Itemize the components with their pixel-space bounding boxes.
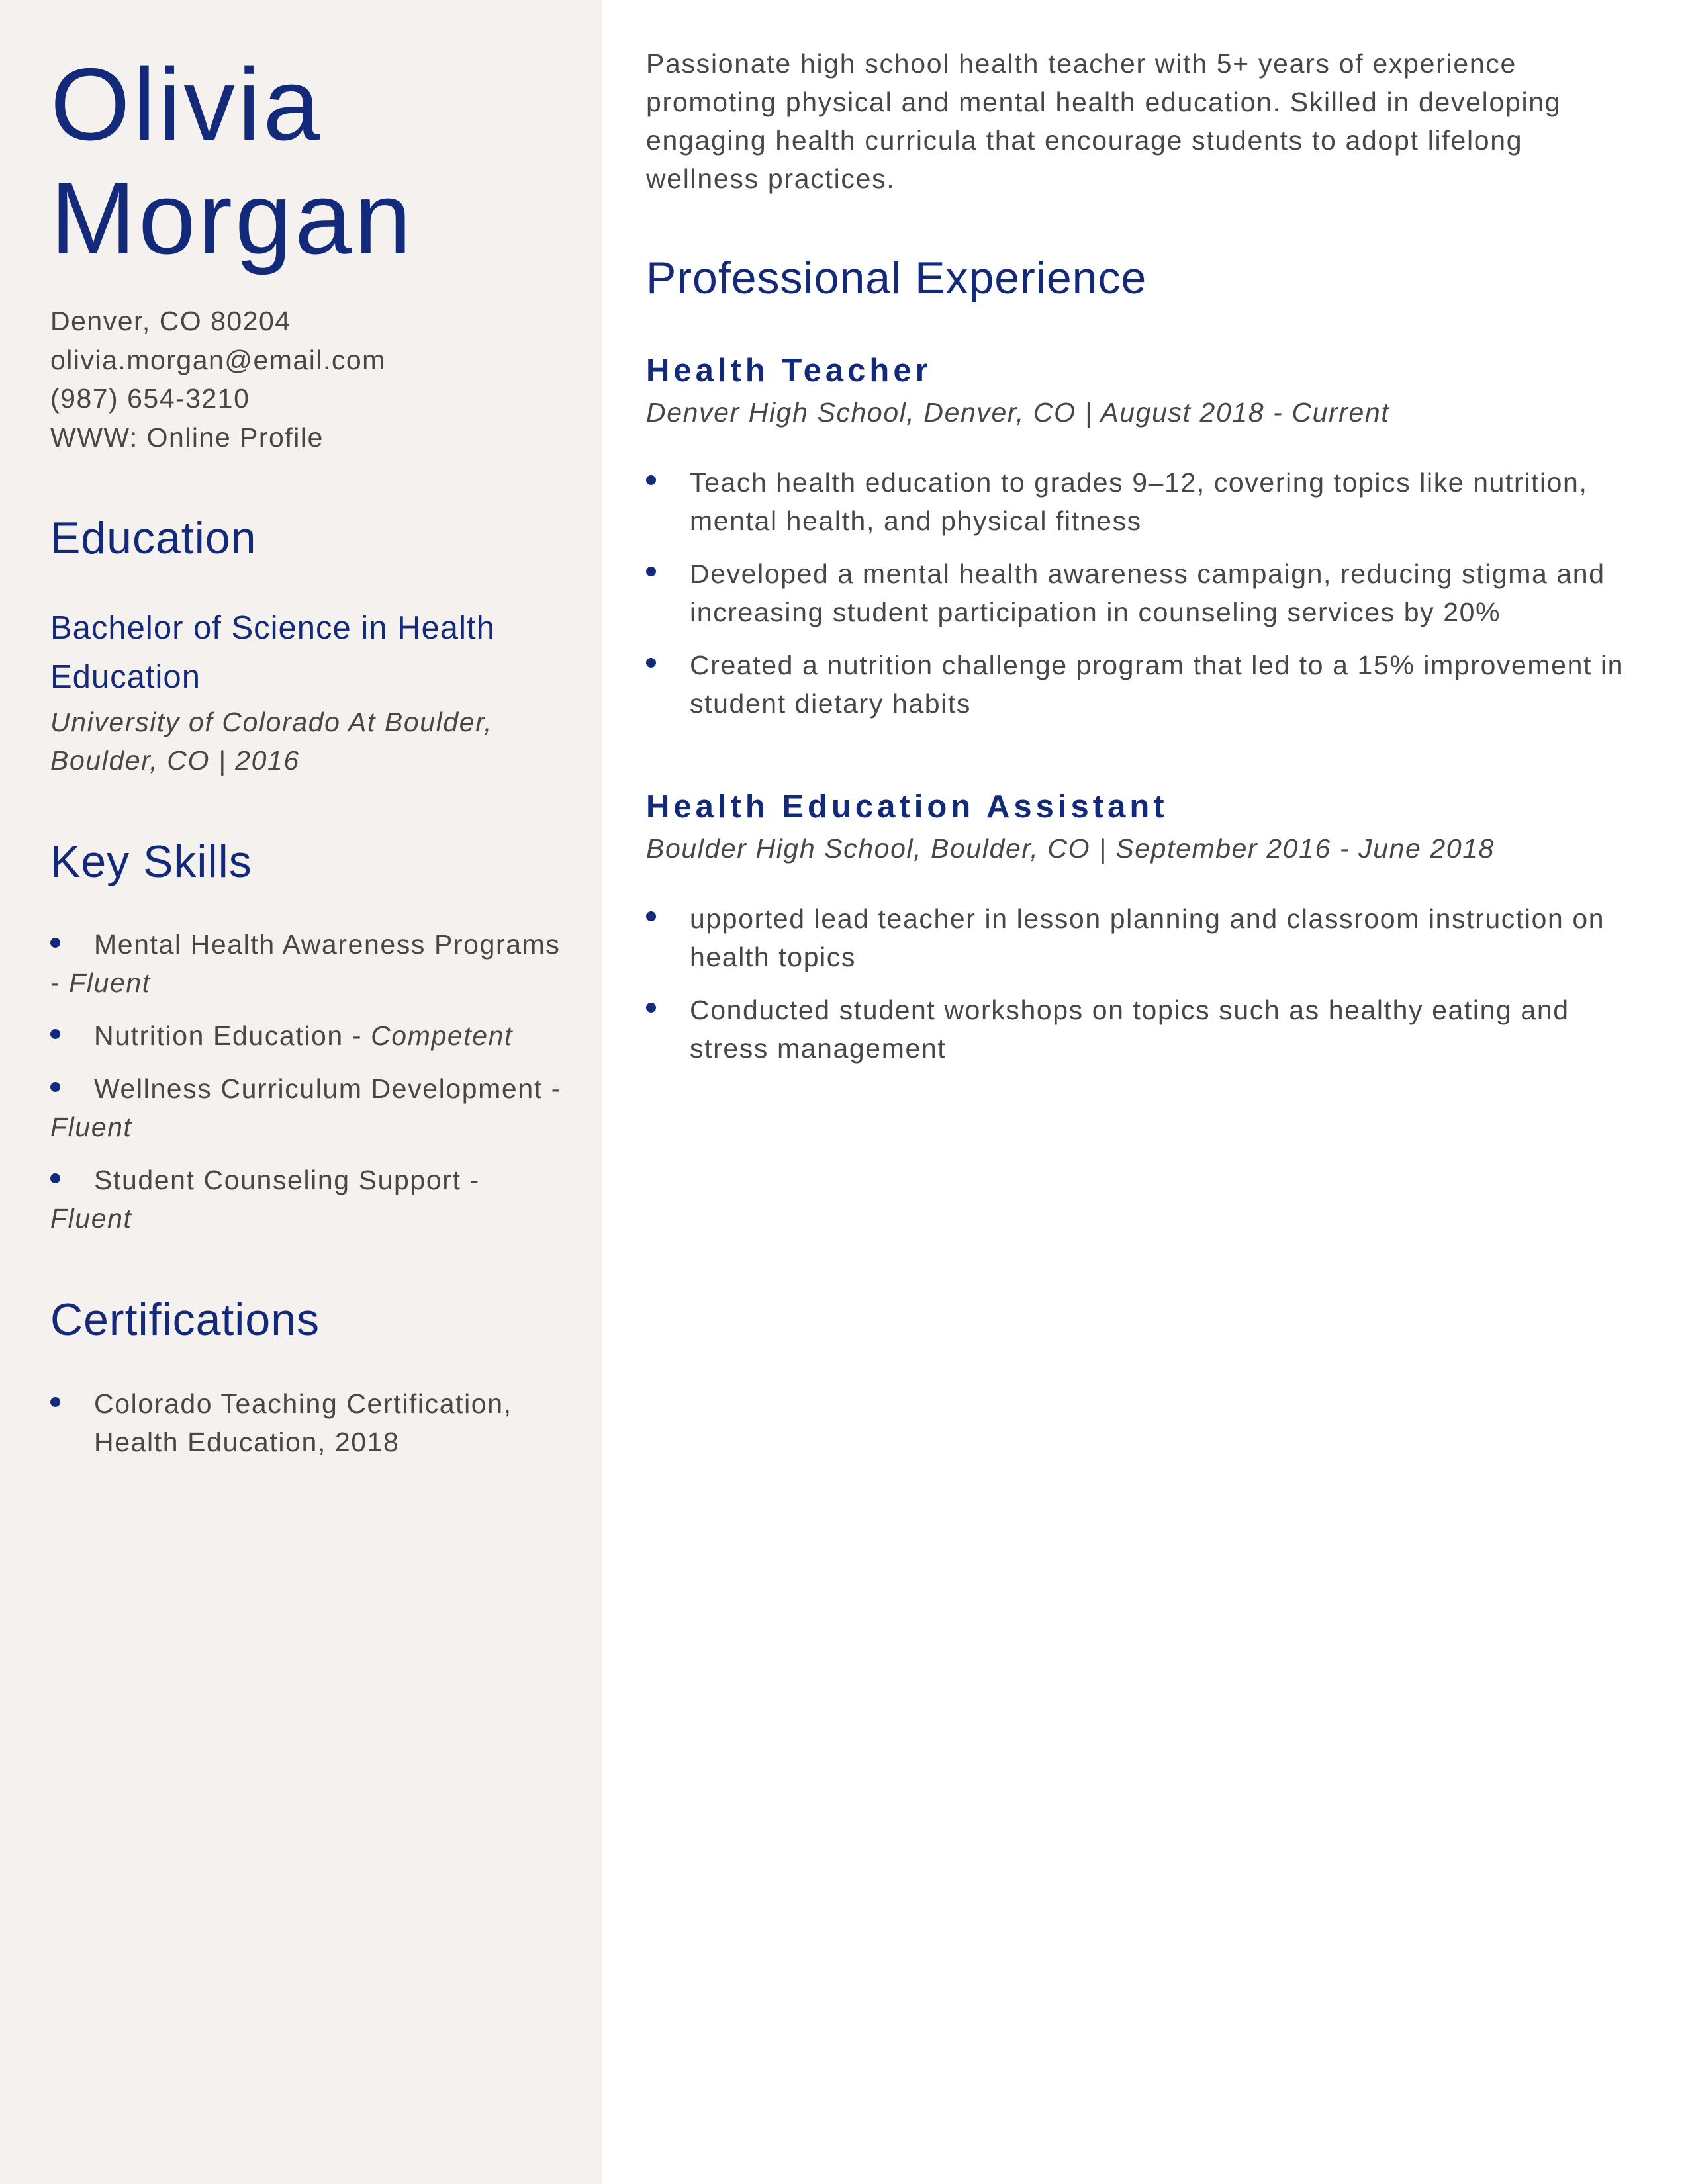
bullet-dot xyxy=(646,475,656,485)
skill-separator: - xyxy=(542,1073,561,1104)
job-bullet xyxy=(646,991,1652,1068)
job-bullets xyxy=(646,463,1652,723)
skill-separator: - xyxy=(50,968,70,998)
job-bullet-text: Created a nutrition challenge program that led to a 15% improvement in student dietary habits xyxy=(690,650,1624,719)
contact-phone[interactable]: (987) 654-3210 xyxy=(50,383,250,414)
contact-location: Denver, CO 80204 xyxy=(50,306,291,336)
skill-name: Student Counseling Support xyxy=(94,1165,461,1195)
skill-name: Mental Health Awareness Programs xyxy=(94,929,561,960)
bullet-dot xyxy=(50,938,60,948)
skill-separator: - xyxy=(461,1165,480,1195)
job-meta: Boulder High School, Boulder, CO | September 2016 - June 2018 xyxy=(646,833,1495,864)
job-entry xyxy=(646,787,1652,1082)
first-name: Olivia xyxy=(50,47,323,161)
job-title: Health Teacher xyxy=(646,353,932,388)
skill-item xyxy=(50,1017,567,1055)
certification-item xyxy=(50,1385,567,1461)
candidate-name xyxy=(50,48,414,275)
last-name: Morgan xyxy=(50,161,414,275)
skills-heading: Key Skills xyxy=(50,837,252,887)
job-bullet-text: Conducted student workshops on topics such as healthy eating and stress management xyxy=(690,995,1570,1064)
skill-item xyxy=(50,925,567,1002)
skill-name: Nutrition Education xyxy=(94,1021,344,1051)
education-degree: Bachelor of Science in Health Education xyxy=(50,610,495,695)
contact-info xyxy=(50,302,386,457)
bullet-dot xyxy=(646,658,656,668)
skill-item xyxy=(50,1161,567,1238)
job-bullet-text: Developed a mental health awareness campaign, reducing stigma and increasing student participation in counseling services by 20% xyxy=(690,559,1605,627)
contact-email[interactable]: olivia.morgan@email.com xyxy=(50,344,386,375)
certification-text: Colorado Teaching Certification, Health Education, 2018 xyxy=(94,1388,512,1457)
job-bullet xyxy=(646,899,1652,976)
skill-separator: - xyxy=(343,1021,371,1051)
certifications-heading: Certifications xyxy=(50,1295,320,1345)
skill-item xyxy=(50,1069,567,1146)
bullet-dot xyxy=(50,1029,60,1039)
bullet-dot xyxy=(646,1003,656,1013)
job-bullet xyxy=(646,463,1652,540)
job-bullet xyxy=(646,646,1652,723)
sidebar xyxy=(0,0,602,2184)
profile-summary: Passionate high school health teacher with 5+ years of experience promoting physical and mental health education. Skilled in developing engaging health curricula that encourage students to adopt lifelong wellness practices. xyxy=(646,48,1562,194)
job-bullet-text: Teach health education to grades 9–12, covering topics like nutrition, mental health, and physical fitness xyxy=(690,467,1588,536)
bullet-dot xyxy=(50,1082,60,1092)
job-title: Health Education Assistant xyxy=(646,789,1168,825)
skill-level: Fluent xyxy=(50,1112,132,1142)
contact-website[interactable]: WWW: Online Profile xyxy=(50,422,324,453)
job-bullets xyxy=(646,899,1652,1068)
education-school: University of Colorado At Boulder, Boulder, CO | 2016 xyxy=(50,707,493,776)
job-entry xyxy=(646,351,1652,737)
experience-heading: Professional Experience xyxy=(646,253,1147,303)
job-bullet xyxy=(646,555,1652,631)
job-meta: Denver High School, Denver, CO | August 2018 - Current xyxy=(646,397,1390,428)
bullet-dot xyxy=(50,1173,60,1183)
skills-list xyxy=(50,925,567,1252)
education-heading: Education xyxy=(50,513,257,563)
bullet-dot xyxy=(50,1397,60,1407)
skill-level: Fluent xyxy=(50,1203,132,1234)
skill-name: Wellness Curriculum Development xyxy=(94,1073,543,1104)
bullet-dot xyxy=(646,911,656,921)
bullet-dot xyxy=(646,567,656,576)
certifications-list xyxy=(50,1385,567,1476)
job-bullet-text: upported lead teacher in lesson planning and classroom instruction on health topics xyxy=(690,903,1605,972)
skill-level: Fluent xyxy=(69,968,151,998)
skill-level: Competent xyxy=(371,1021,514,1051)
